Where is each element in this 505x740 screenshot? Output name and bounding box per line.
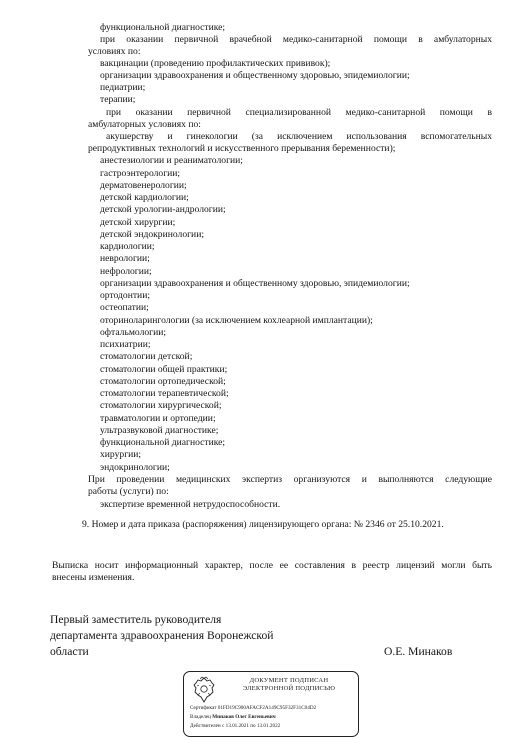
list-item: терапии;: [100, 94, 136, 105]
list-item: остеопатии;: [100, 302, 149, 313]
list-item: травматологии и ортопедии;: [100, 413, 216, 424]
list-item: хирургии;: [100, 449, 142, 460]
list-item: стоматологии ортопедической;: [100, 376, 226, 387]
stamp-heading-line-2: ЭЛЕКТРОННОЙ ПОДПИСЬЮ: [242, 685, 336, 692]
list-item: детской эндокринологии;: [100, 229, 204, 240]
list-item: вакцинации (проведению профилактических прививок);: [100, 58, 331, 69]
list-item: детской хирургии;: [100, 217, 176, 228]
list-item: стоматологии хирургической;: [100, 400, 222, 411]
notice-text-line-2: внесены изменения.: [52, 572, 135, 583]
list-item: детской кардиологии;: [100, 192, 189, 203]
signatory-name: О.Е. Минаков: [384, 645, 453, 658]
list-item: эндокринологии;: [100, 462, 170, 473]
signatory-title-line-2: департамента здравоохранения Воронежской: [50, 629, 274, 642]
coat-of-arms-icon: [192, 676, 216, 704]
list-item: оториноларингологии (за исключением кохлеарной имплантации);: [100, 315, 373, 326]
list-item: амбулаторных условиях по:: [88, 119, 201, 130]
order-info: 9. Номер и дата приказа (распоряжения) лицензирующего органа: № 2346 от 25.10.2021.: [82, 519, 444, 530]
list-item: нефрологии;: [100, 266, 152, 277]
list-item: при оказании первичной врачебной медико-санитарной помощи в амбулаторных: [100, 34, 492, 45]
list-item: При проведении медицинских экспертиз организуются и выполняются следующие: [88, 474, 492, 485]
list-item: организации здравоохранения и общественному здоровью, эпидемиологии;: [100, 278, 410, 289]
stamp-heading: [224, 677, 354, 693]
list-item: организации здравоохранения и общественному здоровью, эпидемиологии;: [100, 70, 410, 81]
list-item: психиатрии;: [100, 339, 151, 350]
list-item: работы (услуги) по:: [88, 486, 169, 497]
list-item: репродуктивных технологий и искусственного прерывания беременности);: [88, 143, 396, 154]
list-item: функциональной диагностике;: [100, 437, 226, 448]
list-item: экспертизе временной нетрудоспособности.: [100, 499, 281, 510]
list-item: анестезиологии и реаниматологии;: [100, 155, 243, 166]
list-item: гастроэнтерологии;: [100, 168, 181, 179]
list-item: дерматовенерологии;: [100, 180, 187, 191]
stamp-validity: Действителен с 13.01.2021 по 13.01.2022: [190, 723, 281, 729]
list-item: условиях по:: [88, 46, 141, 57]
list-item: детской урологии-андрологии;: [100, 204, 226, 215]
list-item: педиатрии;: [100, 82, 146, 93]
signatory-title-line-1: Первый заместитель руководителя: [50, 613, 222, 626]
list-item: функциональной диагностике;: [100, 22, 226, 33]
list-item: неврологии;: [100, 253, 150, 264]
list-item: офтальмологии;: [100, 327, 167, 338]
list-item: ультразвуковой диагностике;: [100, 425, 219, 436]
list-item: стоматологии терапевтической;: [100, 388, 229, 399]
stamp-heading-line-1: ДОКУМЕНТ ПОДПИСАН: [249, 677, 329, 684]
signatory-title-line-3: области: [50, 645, 89, 658]
list-item: акушерству и гинекологии (за исключением использования вспомогательных: [106, 131, 492, 142]
list-item: при оказании первичной специализированной медико-санитарной помощи в: [106, 107, 492, 118]
list-item: стоматологии детской;: [100, 351, 193, 362]
stamp-owner: Владелец Минаков Олег Евгеньевич: [190, 714, 276, 720]
list-item: стоматологии общей практики;: [100, 364, 228, 375]
stamp-certificate: Сертификат 01FD19C900AFACF2A149C95F32F31C04D2: [190, 705, 317, 711]
electronic-signature-stamp: [183, 671, 359, 737]
list-item: кардиологии;: [100, 241, 155, 252]
list-item: ортодонтии;: [100, 290, 150, 301]
notice-text-line-1: Выписка носит информационный характер, после ее составления в реестр лицензий могли быть: [52, 560, 492, 571]
